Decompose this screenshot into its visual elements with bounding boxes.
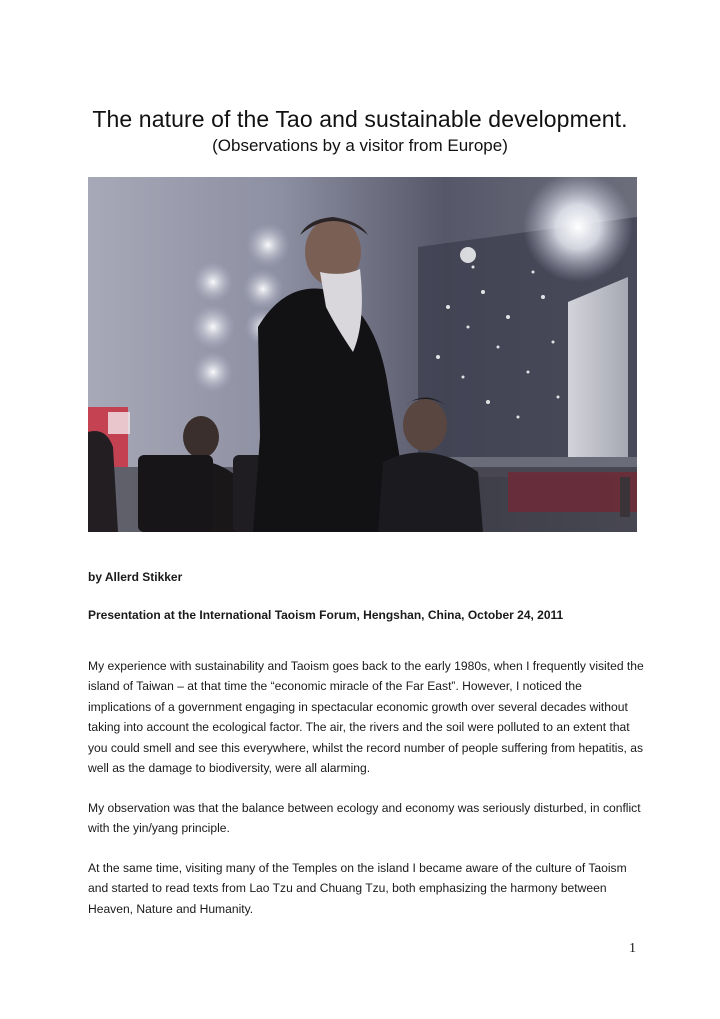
paragraph-2: My observation was that the balance between ecology and economy was seriously disturbed, in conflict with the yin/yang principle. bbox=[88, 801, 641, 836]
paragraph-3: At the same time, visiting many of the Temples on the island I became aware of the culture of Taoism and started to read texts from Lao Tzu and Chuang Tzu, both emphasizing the harmony between Heaven, Nature and Humanity. bbox=[88, 861, 627, 916]
document-subtitle: (Observations by a visitor from Europe) bbox=[212, 136, 508, 155]
forum-photo bbox=[88, 177, 637, 532]
paragraph-1: My experience with sustainability and Taoism goes back to the early 1980s, when I frequently visited the island of Taiwan – at that time the “economic miracle of the Far East”. However, I noticed the implications of a government engaging in spectacular economic growth over several decades without taking into account the ecological factor. The air, the rivers and the soil were polluted to an extent that you could smell and see this everywhere, whilst the record number of people suffering from hepatitis, as well as the damage to biodiversity, were all alarming. bbox=[88, 659, 644, 776]
author-byline: by Allerd Stikker bbox=[88, 570, 183, 584]
presentation-info: Presentation at the International Taoism Forum, Hengshan, China, October 24, 2011 bbox=[88, 608, 564, 622]
page-number: 1 bbox=[629, 941, 636, 956]
document-title: The nature of the Tao and sustainable development. bbox=[92, 106, 628, 132]
